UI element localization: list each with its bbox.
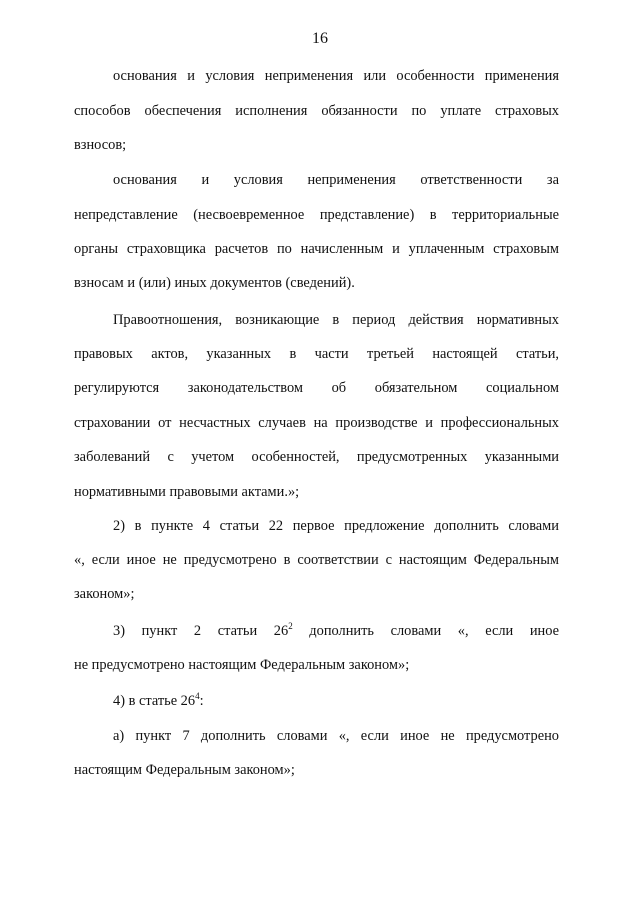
- superscript: 4: [195, 691, 200, 701]
- text-line: нормативными правовыми актами.»;: [74, 484, 300, 500]
- text-line: основания и условия неприменения или особенности применения: [113, 68, 559, 84]
- text-line: а) пункт 7 дополнить словами «, если иное не предусмотрено: [113, 728, 559, 744]
- text-line: способов обеспечения исполнения обязанности по уплате страховых: [74, 103, 559, 119]
- text-line: основания и условия неприменения ответственности за: [113, 172, 559, 188]
- text-line: [113, 692, 559, 710]
- page-number: 16: [312, 30, 328, 47]
- text-line: «, если иное не предусмотрено в соответствии с настоящим Федеральным: [74, 552, 559, 568]
- text-line: органы страховщика расчетов по начисленным и уплаченным страховым: [74, 241, 559, 257]
- text-line: заболеваний с учетом особенностей, предусмотренных указанными: [74, 449, 559, 465]
- text-line: настоящим Федеральным законом»;: [74, 762, 295, 778]
- text-line: 2) в пункте 4 статьи 22 первое предложение дополнить словами: [113, 518, 559, 534]
- text-fragment: :: [199, 693, 204, 709]
- superscript: 2: [288, 621, 293, 631]
- text-fragment: дополнить словами «, если иное: [292, 623, 559, 639]
- text-line: правовых актов, указанных в части третьей настоящей статьи,: [74, 346, 559, 362]
- text-fragment: 4) в статье 26: [113, 693, 196, 709]
- text-line: непредставление (несвоевременное представление) в территориальные: [74, 207, 559, 223]
- text-line: Правоотношения, возникающие в период действия нормативных: [113, 312, 559, 328]
- text-fragment: 3) пункт 2 статьи 26: [113, 623, 289, 639]
- text-line: законом»;: [74, 586, 135, 602]
- text-line: взносам и (или) иных документов (сведений).: [74, 275, 355, 291]
- text-line: страховании от несчастных случаев на производстве и профессиональных: [74, 415, 559, 431]
- text-line: [113, 622, 559, 640]
- text-line: регулируются законодательством об обязательном социальном: [74, 380, 559, 396]
- text-line: взносов;: [74, 137, 127, 153]
- text-line: не предусмотрено настоящим Федеральным законом»;: [74, 657, 410, 673]
